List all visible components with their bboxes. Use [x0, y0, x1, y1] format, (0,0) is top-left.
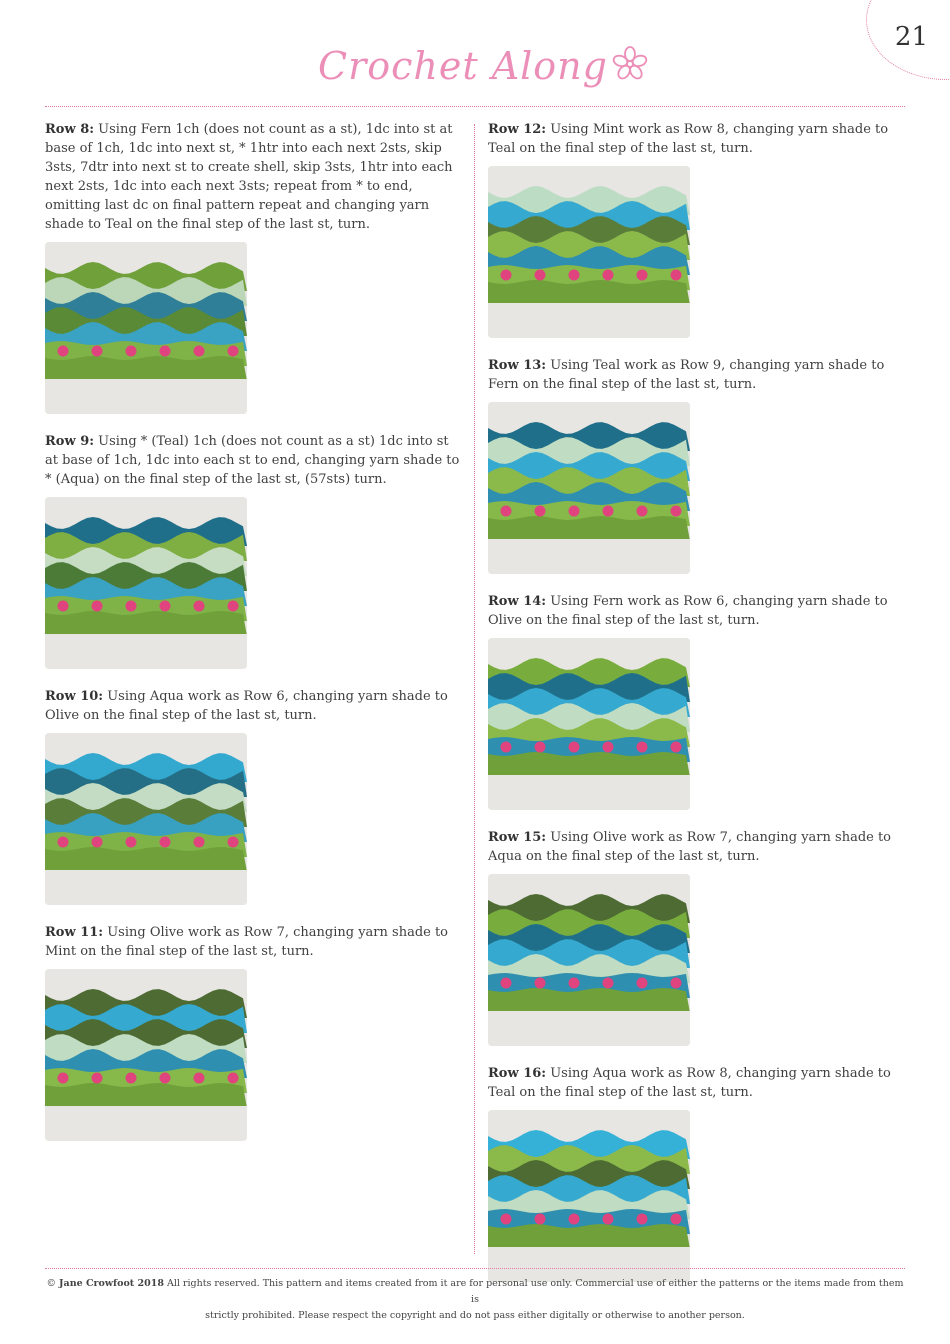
photo-background-bottom [45, 870, 247, 905]
bobble [569, 506, 580, 517]
row-label: Row 11: [45, 925, 104, 940]
bobble [228, 601, 239, 612]
row-13-entry [488, 356, 898, 574]
bobble [58, 1073, 69, 1084]
row-16-entry [488, 1064, 898, 1282]
row-14-entry [488, 592, 898, 810]
bobble [535, 1214, 546, 1225]
page-title: Crochet Along [318, 44, 608, 88]
yarn-band [45, 847, 247, 872]
bobble [228, 346, 239, 357]
bobble [671, 978, 682, 989]
row-text: Using Aqua work as Row 8, changing yarn shade to Teal on the final step of the last st, turn. [488, 1066, 891, 1100]
footer-author: Jane Crowfoot 2018 [59, 1278, 164, 1289]
swatch-image [45, 969, 247, 1141]
row-label: Row 12: [488, 122, 547, 137]
bobble [160, 837, 171, 848]
row-text: Using Fern 1ch (does not count as a st), 1dc into st at base of 1ch, 1dc into next st, * 1htr into each next 2sts, skip 3sts, 7dtr into next st to create shell, skip 3sts, 1htr into each next 2sts, 1dc into each next 3sts; repeat from * to end, omitting last dc on final pattern repeat and changing yarn shade to Teal on the final step of the last st, turn. [45, 122, 453, 232]
row-text: Using * (Teal) 1ch (does not count as a st) 1dc into st at base of 1ch, 1dc into each st to end, changing yarn shade to * (Aqua) on the final step of the last st, (57sts) turn. [45, 434, 460, 487]
row-10-entry [45, 687, 463, 905]
bobble [603, 1214, 614, 1225]
bobble [569, 270, 580, 281]
row-8-instructions [45, 120, 463, 234]
swatch-image [45, 242, 247, 414]
row-9-photo [45, 497, 247, 669]
bobble [160, 346, 171, 357]
bobble [160, 601, 171, 612]
bobble [92, 837, 103, 848]
row-10-photo [45, 733, 247, 905]
right-column [488, 120, 898, 1300]
yarn-band [488, 1224, 690, 1249]
row-11-entry [45, 923, 463, 1141]
footer-text: All rights reserved. This pattern and items created from it are for personal use only. Commercial use of either the patterns or the items made from them is [163, 1278, 904, 1305]
bobble [501, 506, 512, 517]
bobble [126, 346, 137, 357]
row-text: Using Teal work as Row 9, changing yarn shade to Fern on the final step of the last st, turn. [488, 358, 885, 392]
bobble [603, 742, 614, 753]
photo-background-bottom [45, 1106, 247, 1141]
row-label: Row 13: [488, 358, 547, 373]
bobble [535, 742, 546, 753]
bobble [569, 742, 580, 753]
bobble [569, 978, 580, 989]
yarn-band [488, 280, 690, 305]
row-15-entry [488, 828, 898, 1046]
row-15-photo [488, 874, 690, 1046]
row-label: Row 14: [488, 594, 547, 609]
bobble [126, 601, 137, 612]
bobble [58, 601, 69, 612]
footer-divider [45, 1268, 905, 1269]
title-block [300, 36, 660, 106]
bobble [58, 837, 69, 848]
bobble [637, 978, 648, 989]
bobble [194, 346, 205, 357]
left-column [45, 120, 463, 1159]
bobble [637, 506, 648, 517]
row-9-entry [45, 432, 463, 669]
bobble [637, 1214, 648, 1225]
bobble [58, 346, 69, 357]
bobble [194, 1073, 205, 1084]
bobble [194, 837, 205, 848]
yarn-band [488, 516, 690, 541]
bobble [194, 601, 205, 612]
bobble [569, 1214, 580, 1225]
row-16-instructions [488, 1064, 898, 1102]
bobble [535, 270, 546, 281]
swatch-image [45, 733, 247, 905]
header-divider [45, 106, 905, 107]
bobble [501, 742, 512, 753]
row-label: Row 10: [45, 689, 104, 704]
row-label: Row 15: [488, 830, 547, 845]
footer [45, 1276, 905, 1324]
bobble [228, 1073, 239, 1084]
bobble [160, 1073, 171, 1084]
bobble [671, 1214, 682, 1225]
yarn-band [45, 1083, 247, 1108]
bobble [671, 742, 682, 753]
bobble [501, 1214, 512, 1225]
footer-line-2: strictly prohibited. Please respect the copyright and do not pass either digitally or otherwise to another person. [205, 1310, 745, 1321]
row-13-instructions [488, 356, 898, 394]
row-11-instructions [45, 923, 463, 961]
column-divider [474, 124, 475, 1254]
row-16-photo [488, 1110, 690, 1282]
bobble [126, 837, 137, 848]
copyright-symbol: © [46, 1278, 57, 1289]
yarn-band [488, 988, 690, 1013]
row-text: Using Olive work as Row 7, changing yarn shade to Mint on the final step of the last st, turn. [45, 925, 449, 959]
flower-icon [610, 44, 650, 84]
row-9-instructions [45, 432, 463, 489]
swatch-image [488, 402, 690, 574]
row-12-instructions [488, 120, 898, 158]
yarn-band [488, 752, 690, 777]
row-15-instructions [488, 828, 898, 866]
bobble [603, 270, 614, 281]
bobble [126, 1073, 137, 1084]
row-text: Using Aqua work as Row 6, changing yarn shade to Olive on the final step of the last st, turn. [45, 689, 448, 723]
bobble [92, 601, 103, 612]
yarn-band [45, 356, 247, 381]
bobble [501, 978, 512, 989]
row-label: Row 16: [488, 1066, 547, 1081]
photo-background-bottom [488, 303, 690, 338]
bobble [501, 270, 512, 281]
swatch-image [45, 497, 247, 669]
row-text: Using Fern work as Row 6, changing yarn shade to Olive on the final step of the last st, turn. [488, 594, 888, 628]
photo-background-bottom [488, 539, 690, 574]
bobble [92, 346, 103, 357]
row-12-photo [488, 166, 690, 338]
bobble [603, 978, 614, 989]
row-12-entry [488, 120, 898, 338]
bobble [92, 1073, 103, 1084]
row-14-photo [488, 638, 690, 810]
swatch-image [488, 166, 690, 338]
photo-background-bottom [45, 379, 247, 414]
photo-background-bottom [488, 1011, 690, 1046]
bobble [603, 506, 614, 517]
photo-background-bottom [488, 775, 690, 810]
row-8-entry [45, 120, 463, 414]
bobble [637, 270, 648, 281]
row-8-photo [45, 242, 247, 414]
bobble [671, 270, 682, 281]
bobble [228, 837, 239, 848]
row-label: Row 9: [45, 434, 95, 449]
page-number: 21 [894, 22, 928, 52]
bobble [671, 506, 682, 517]
bobble [637, 742, 648, 753]
row-label: Row 8: [45, 122, 95, 137]
bobble [535, 506, 546, 517]
swatch-image [488, 874, 690, 1046]
row-text: Using Olive work as Row 7, changing yarn shade to Aqua on the final step of the last st, turn. [488, 830, 892, 864]
row-11-photo [45, 969, 247, 1141]
swatch-image [488, 1110, 690, 1282]
footer-line-1 [45, 1276, 905, 1308]
row-13-photo [488, 402, 690, 574]
swatch-image [488, 638, 690, 810]
row-10-instructions [45, 687, 463, 725]
bobble [535, 978, 546, 989]
photo-background-bottom [45, 634, 247, 669]
row-text: Using Mint work as Row 8, changing yarn shade to Teal on the final step of the last st, turn. [488, 122, 889, 156]
row-14-instructions [488, 592, 898, 630]
yarn-band [45, 611, 247, 636]
